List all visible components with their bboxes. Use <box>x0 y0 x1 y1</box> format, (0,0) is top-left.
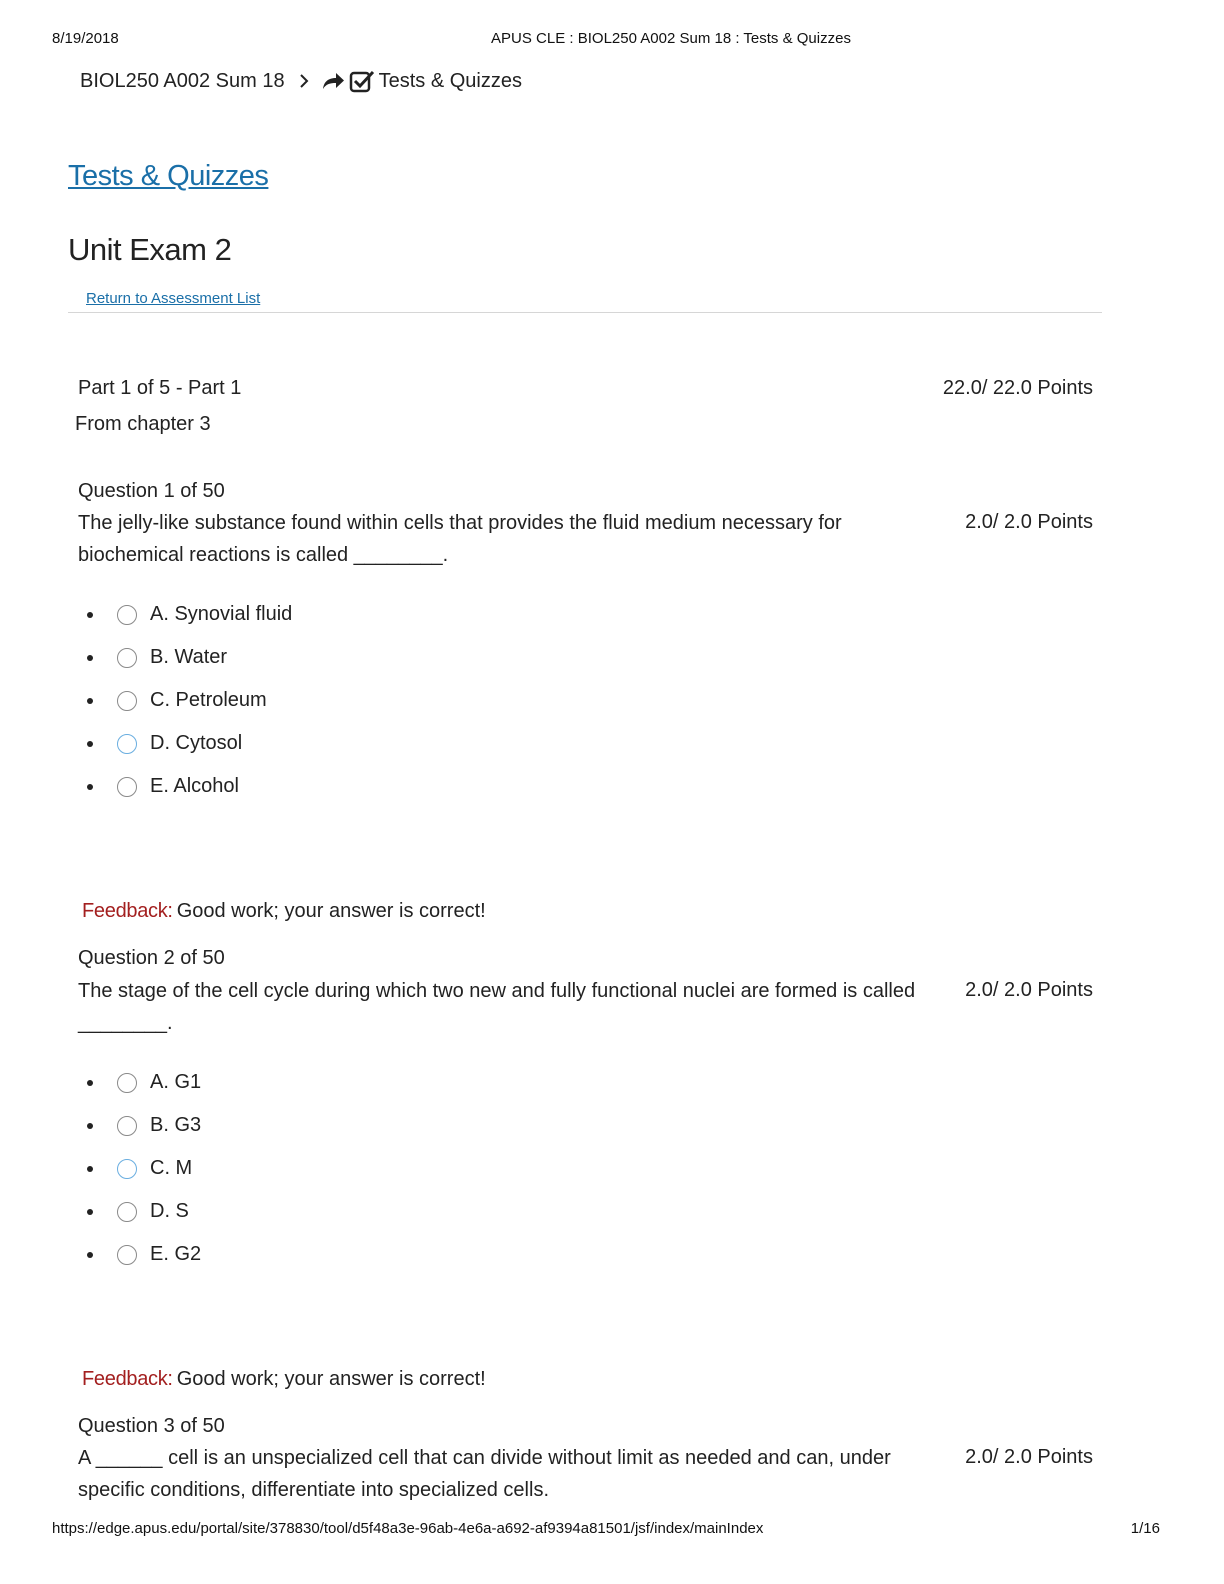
answer-option[interactable] <box>84 593 292 636</box>
radio-button[interactable] <box>117 691 137 711</box>
bullet <box>87 1080 93 1086</box>
question-header: Question 1 of 50 <box>78 480 225 502</box>
radio-button[interactable] <box>117 777 137 797</box>
question-text: The stage of the cell cycle during which two new and fully functional nuclei are formed is called ________. <box>78 980 916 1034</box>
radio-button[interactable] <box>117 1073 137 1093</box>
option-label: E. G2 <box>150 1243 202 1265</box>
feedback-text: Good work; your answer is correct! <box>176 1368 486 1390</box>
question-points: 2.0/ 2.0 Points <box>965 1446 1093 1468</box>
answer-option[interactable] <box>84 1104 201 1147</box>
feedback-text: Good work; your answer is correct! <box>176 900 486 922</box>
print-title: APUS CLE : BIOL250 A002 Sum 18 : Tests & Quizzes <box>491 30 851 47</box>
question-text: A ______ cell is an unspecialized cell that can divide without limit as needed and can, under specific conditions, differentiate into specialized cells. <box>78 1447 891 1501</box>
radio-button[interactable] <box>117 1116 137 1136</box>
breadcrumb-course[interactable]: BIOL250 A002 Sum 18 <box>80 69 285 92</box>
exam-title: Unit Exam 2 <box>68 232 232 267</box>
answer-options <box>84 1061 201 1276</box>
question-header: Question 2 of 50 <box>78 947 225 969</box>
bullet <box>87 612 93 618</box>
answer-option[interactable] <box>84 765 292 808</box>
checkbox-checked-icon <box>349 69 375 93</box>
return-to-assessment-list-link[interactable]: Return to Assessment List <box>86 290 261 307</box>
bullet <box>87 1252 93 1258</box>
bullet <box>87 698 93 704</box>
bullet <box>87 741 93 747</box>
part-points: 22.0/ 22.0 Points <box>942 377 1093 399</box>
option-label: A. G1 <box>150 1071 202 1093</box>
print-date: 8/19/2018 <box>52 30 119 47</box>
answer-option[interactable] <box>84 722 292 765</box>
option-label: C. M <box>150 1157 193 1179</box>
part-title: Part 1 of 5 - Part 1 <box>78 377 242 399</box>
print-url: https://edge.apus.edu/portal/site/378830/tool/d5f48a3e-96ab-4e6a-a692-af9394a81501/jsf/index/mainIndex <box>52 1520 764 1537</box>
option-label: A. Synovial fluid <box>150 603 293 625</box>
radio-button[interactable] <box>117 1202 137 1222</box>
tests-quizzes-link[interactable]: Tests & Quizzes <box>68 160 269 192</box>
answer-option[interactable] <box>84 1061 201 1104</box>
chevron-right-icon <box>299 73 309 89</box>
breadcrumb <box>80 66 522 96</box>
part-description: From chapter 3 <box>75 413 211 435</box>
breadcrumb-tool: Tests & Quizzes <box>378 69 522 92</box>
question-points: 2.0/ 2.0 Points <box>965 511 1093 533</box>
feedback <box>82 1368 486 1391</box>
feedback <box>82 900 486 923</box>
bullet <box>87 655 93 661</box>
answer-option[interactable] <box>84 636 292 679</box>
option-label: B. Water <box>150 646 228 668</box>
feedback-label: Feedback: <box>82 1368 173 1390</box>
bullet <box>87 1123 93 1129</box>
answer-option[interactable] <box>84 1190 201 1233</box>
answer-option[interactable] <box>84 1147 201 1190</box>
answer-options <box>84 593 292 808</box>
feedback-label: Feedback: <box>82 900 173 922</box>
question-header: Question 3 of 50 <box>78 1415 225 1437</box>
question-points: 2.0/ 2.0 Points <box>965 979 1093 1001</box>
share-arrow-icon <box>321 71 345 91</box>
divider <box>68 312 1102 313</box>
option-label: D. S <box>150 1200 189 1222</box>
option-label: C. Petroleum <box>150 689 267 711</box>
option-label: D. Cytosol <box>150 732 243 754</box>
radio-button[interactable] <box>117 605 137 625</box>
question-text: The jelly-like substance found within cells that provides the fluid medium necessary for biochemical reactions is called ________. <box>78 512 842 566</box>
page-number: 1/16 <box>1130 1520 1160 1537</box>
bullet <box>87 1166 93 1172</box>
radio-button-selected[interactable] <box>117 1159 137 1179</box>
option-label: E. Alcohol <box>150 775 239 797</box>
radio-button[interactable] <box>117 1245 137 1265</box>
radio-button[interactable] <box>117 648 137 668</box>
answer-option[interactable] <box>84 679 292 722</box>
bullet <box>87 784 93 790</box>
bullet <box>87 1209 93 1215</box>
radio-button-selected[interactable] <box>117 734 137 754</box>
answer-option[interactable] <box>84 1233 201 1276</box>
option-label: B. G3 <box>150 1114 202 1136</box>
